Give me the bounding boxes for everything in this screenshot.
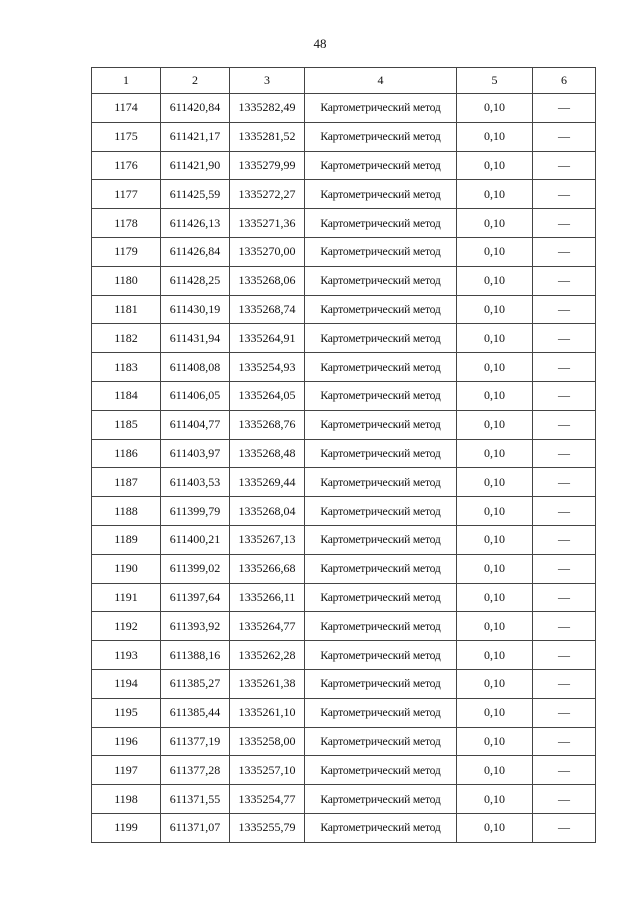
table-row — [92, 813, 596, 842]
x-coordinate-cell: 611406,05 — [161, 381, 230, 410]
point-number-cell: 1180 — [92, 266, 161, 295]
table-row — [92, 583, 596, 612]
accuracy-cell: 0,10 — [457, 785, 533, 814]
note-cell: — — [533, 237, 596, 266]
table-row — [92, 266, 596, 295]
table-row — [92, 439, 596, 468]
point-number-cell: 1190 — [92, 554, 161, 583]
x-coordinate-cell: 611371,07 — [161, 813, 230, 842]
x-coordinate-cell: 611397,64 — [161, 583, 230, 612]
table-row — [92, 324, 596, 353]
method-cell: Картометрический метод — [305, 785, 457, 814]
method-cell: Картометрический метод — [305, 151, 457, 180]
method-cell: Картометрический метод — [305, 439, 457, 468]
x-coordinate-cell: 611421,17 — [161, 122, 230, 151]
table-row — [92, 554, 596, 583]
table-row — [92, 353, 596, 382]
table-row — [92, 612, 596, 641]
point-number-cell: 1193 — [92, 641, 161, 670]
method-cell: Картометрический метод — [305, 727, 457, 756]
point-number-cell: 1179 — [92, 237, 161, 266]
header-cell-6: 6 — [533, 68, 596, 94]
accuracy-cell: 0,10 — [457, 497, 533, 526]
x-coordinate-cell: 611425,59 — [161, 180, 230, 209]
point-number-cell: 1191 — [92, 583, 161, 612]
point-number-cell: 1196 — [92, 727, 161, 756]
note-cell: — — [533, 180, 596, 209]
table-row — [92, 698, 596, 727]
note-cell: — — [533, 209, 596, 238]
point-number-cell: 1199 — [92, 813, 161, 842]
x-coordinate-cell: 611385,27 — [161, 669, 230, 698]
accuracy-cell: 0,10 — [457, 813, 533, 842]
x-coordinate-cell: 611371,55 — [161, 785, 230, 814]
table-row — [92, 669, 596, 698]
note-cell: — — [533, 813, 596, 842]
note-cell: — — [533, 641, 596, 670]
accuracy-cell: 0,10 — [457, 554, 533, 583]
y-coordinate-cell: 1335266,68 — [230, 554, 305, 583]
point-number-cell: 1198 — [92, 785, 161, 814]
table-row — [92, 295, 596, 324]
method-cell: Картометрический метод — [305, 612, 457, 641]
x-coordinate-cell: 611421,90 — [161, 151, 230, 180]
accuracy-cell: 0,10 — [457, 266, 533, 295]
method-cell: Картометрический метод — [305, 554, 457, 583]
x-coordinate-cell: 611404,77 — [161, 410, 230, 439]
header-cell-2: 2 — [161, 68, 230, 94]
x-coordinate-cell: 611403,97 — [161, 439, 230, 468]
y-coordinate-cell: 1335254,77 — [230, 785, 305, 814]
table-row — [92, 381, 596, 410]
table-row — [92, 756, 596, 785]
y-coordinate-cell: 1335262,28 — [230, 641, 305, 670]
y-coordinate-cell: 1335268,48 — [230, 439, 305, 468]
y-coordinate-cell: 1335279,99 — [230, 151, 305, 180]
method-cell: Картометрический метод — [305, 468, 457, 497]
accuracy-cell: 0,10 — [457, 583, 533, 612]
method-cell: Картометрический метод — [305, 583, 457, 612]
y-coordinate-cell: 1335261,10 — [230, 698, 305, 727]
y-coordinate-cell: 1335271,36 — [230, 209, 305, 238]
point-number-cell: 1175 — [92, 122, 161, 151]
x-coordinate-cell: 611399,02 — [161, 554, 230, 583]
note-cell: — — [533, 756, 596, 785]
method-cell: Картометрический метод — [305, 756, 457, 785]
x-coordinate-cell: 611408,08 — [161, 353, 230, 382]
note-cell: — — [533, 410, 596, 439]
accuracy-cell: 0,10 — [457, 237, 533, 266]
point-number-cell: 1176 — [92, 151, 161, 180]
note-cell: — — [533, 554, 596, 583]
note-cell: — — [533, 669, 596, 698]
point-number-cell: 1186 — [92, 439, 161, 468]
method-cell: Картометрический метод — [305, 180, 457, 209]
note-cell: — — [533, 785, 596, 814]
table-row — [92, 785, 596, 814]
point-number-cell: 1195 — [92, 698, 161, 727]
method-cell: Картометрический метод — [305, 324, 457, 353]
note-cell: — — [533, 727, 596, 756]
x-coordinate-cell: 611377,19 — [161, 727, 230, 756]
accuracy-cell: 0,10 — [457, 698, 533, 727]
coordinates-table — [91, 67, 596, 843]
point-number-cell: 1178 — [92, 209, 161, 238]
point-number-cell: 1194 — [92, 669, 161, 698]
x-coordinate-cell: 611426,13 — [161, 209, 230, 238]
method-cell: Картометрический метод — [305, 525, 457, 554]
accuracy-cell: 0,10 — [457, 439, 533, 468]
accuracy-cell: 0,10 — [457, 151, 533, 180]
accuracy-cell: 0,10 — [457, 122, 533, 151]
x-coordinate-cell: 611388,16 — [161, 641, 230, 670]
table-row — [92, 237, 596, 266]
method-cell: Картометрический метод — [305, 813, 457, 842]
accuracy-cell: 0,10 — [457, 209, 533, 238]
table-row — [92, 497, 596, 526]
y-coordinate-cell: 1335258,00 — [230, 727, 305, 756]
y-coordinate-cell: 1335264,05 — [230, 381, 305, 410]
method-cell: Картометрический метод — [305, 381, 457, 410]
point-number-cell: 1174 — [92, 94, 161, 123]
y-coordinate-cell: 1335268,76 — [230, 410, 305, 439]
table-row — [92, 122, 596, 151]
table-row — [92, 410, 596, 439]
x-coordinate-cell: 611393,92 — [161, 612, 230, 641]
x-coordinate-cell: 611399,79 — [161, 497, 230, 526]
note-cell: — — [533, 497, 596, 526]
note-cell: — — [533, 468, 596, 497]
x-coordinate-cell: 611430,19 — [161, 295, 230, 324]
table-row — [92, 641, 596, 670]
header-cell-3: 3 — [230, 68, 305, 94]
method-cell: Картометрический метод — [305, 209, 457, 238]
y-coordinate-cell: 1335264,77 — [230, 612, 305, 641]
accuracy-cell: 0,10 — [457, 410, 533, 439]
accuracy-cell: 0,10 — [457, 180, 533, 209]
y-coordinate-cell: 1335281,52 — [230, 122, 305, 151]
accuracy-cell: 0,10 — [457, 94, 533, 123]
accuracy-cell: 0,10 — [457, 525, 533, 554]
point-number-cell: 1181 — [92, 295, 161, 324]
method-cell: Картометрический метод — [305, 353, 457, 382]
table-row — [92, 727, 596, 756]
accuracy-cell: 0,10 — [457, 381, 533, 410]
table-row — [92, 151, 596, 180]
page-number: 48 — [313, 36, 327, 51]
note-cell: — — [533, 324, 596, 353]
note-cell: — — [533, 151, 596, 180]
y-coordinate-cell: 1335254,93 — [230, 353, 305, 382]
note-cell: — — [533, 439, 596, 468]
method-cell: Картометрический метод — [305, 94, 457, 123]
x-coordinate-cell: 611400,21 — [161, 525, 230, 554]
point-number-cell: 1192 — [92, 612, 161, 641]
y-coordinate-cell: 1335268,04 — [230, 497, 305, 526]
x-coordinate-cell: 611431,94 — [161, 324, 230, 353]
y-coordinate-cell: 1335272,27 — [230, 180, 305, 209]
x-coordinate-cell: 611403,53 — [161, 468, 230, 497]
method-cell: Картометрический метод — [305, 122, 457, 151]
y-coordinate-cell: 1335266,11 — [230, 583, 305, 612]
x-coordinate-cell: 611385,44 — [161, 698, 230, 727]
table-body — [92, 94, 596, 843]
point-number-cell: 1189 — [92, 525, 161, 554]
method-cell: Картометрический метод — [305, 497, 457, 526]
y-coordinate-cell: 1335282,49 — [230, 94, 305, 123]
accuracy-cell: 0,10 — [457, 727, 533, 756]
note-cell: — — [533, 266, 596, 295]
table-row — [92, 94, 596, 123]
accuracy-cell: 0,10 — [457, 669, 533, 698]
y-coordinate-cell: 1335269,44 — [230, 468, 305, 497]
table-row — [92, 468, 596, 497]
table-row — [92, 209, 596, 238]
accuracy-cell: 0,10 — [457, 324, 533, 353]
accuracy-cell: 0,10 — [457, 295, 533, 324]
point-number-cell: 1188 — [92, 497, 161, 526]
header-cell-4: 4 — [305, 68, 457, 94]
y-coordinate-cell: 1335268,06 — [230, 266, 305, 295]
point-number-cell: 1187 — [92, 468, 161, 497]
table-header — [92, 68, 596, 94]
point-number-cell: 1184 — [92, 381, 161, 410]
y-coordinate-cell: 1335264,91 — [230, 324, 305, 353]
accuracy-cell: 0,10 — [457, 612, 533, 641]
header-row — [92, 68, 596, 94]
note-cell: — — [533, 122, 596, 151]
note-cell: — — [533, 612, 596, 641]
y-coordinate-cell: 1335255,79 — [230, 813, 305, 842]
y-coordinate-cell: 1335270,00 — [230, 237, 305, 266]
note-cell: — — [533, 583, 596, 612]
method-cell: Картометрический метод — [305, 237, 457, 266]
method-cell: Картометрический метод — [305, 266, 457, 295]
y-coordinate-cell: 1335267,13 — [230, 525, 305, 554]
note-cell: — — [533, 698, 596, 727]
x-coordinate-cell: 611420,84 — [161, 94, 230, 123]
point-number-cell: 1183 — [92, 353, 161, 382]
accuracy-cell: 0,10 — [457, 353, 533, 382]
note-cell: — — [533, 94, 596, 123]
note-cell: — — [533, 381, 596, 410]
header-cell-5: 5 — [457, 68, 533, 94]
accuracy-cell: 0,10 — [457, 468, 533, 497]
accuracy-cell: 0,10 — [457, 641, 533, 670]
x-coordinate-cell: 611428,25 — [161, 266, 230, 295]
y-coordinate-cell: 1335268,74 — [230, 295, 305, 324]
method-cell: Картометрический метод — [305, 295, 457, 324]
note-cell: — — [533, 525, 596, 554]
point-number-cell: 1182 — [92, 324, 161, 353]
accuracy-cell: 0,10 — [457, 756, 533, 785]
method-cell: Картометрический метод — [305, 698, 457, 727]
method-cell: Картометрический метод — [305, 410, 457, 439]
method-cell: Картометрический метод — [305, 669, 457, 698]
table-row — [92, 525, 596, 554]
x-coordinate-cell: 611377,28 — [161, 756, 230, 785]
method-cell: Картометрический метод — [305, 641, 457, 670]
point-number-cell: 1197 — [92, 756, 161, 785]
note-cell: — — [533, 295, 596, 324]
y-coordinate-cell: 1335257,10 — [230, 756, 305, 785]
table-row — [92, 180, 596, 209]
header-cell-1: 1 — [92, 68, 161, 94]
x-coordinate-cell: 611426,84 — [161, 237, 230, 266]
point-number-cell: 1185 — [92, 410, 161, 439]
note-cell: — — [533, 353, 596, 382]
y-coordinate-cell: 1335261,38 — [230, 669, 305, 698]
point-number-cell: 1177 — [92, 180, 161, 209]
